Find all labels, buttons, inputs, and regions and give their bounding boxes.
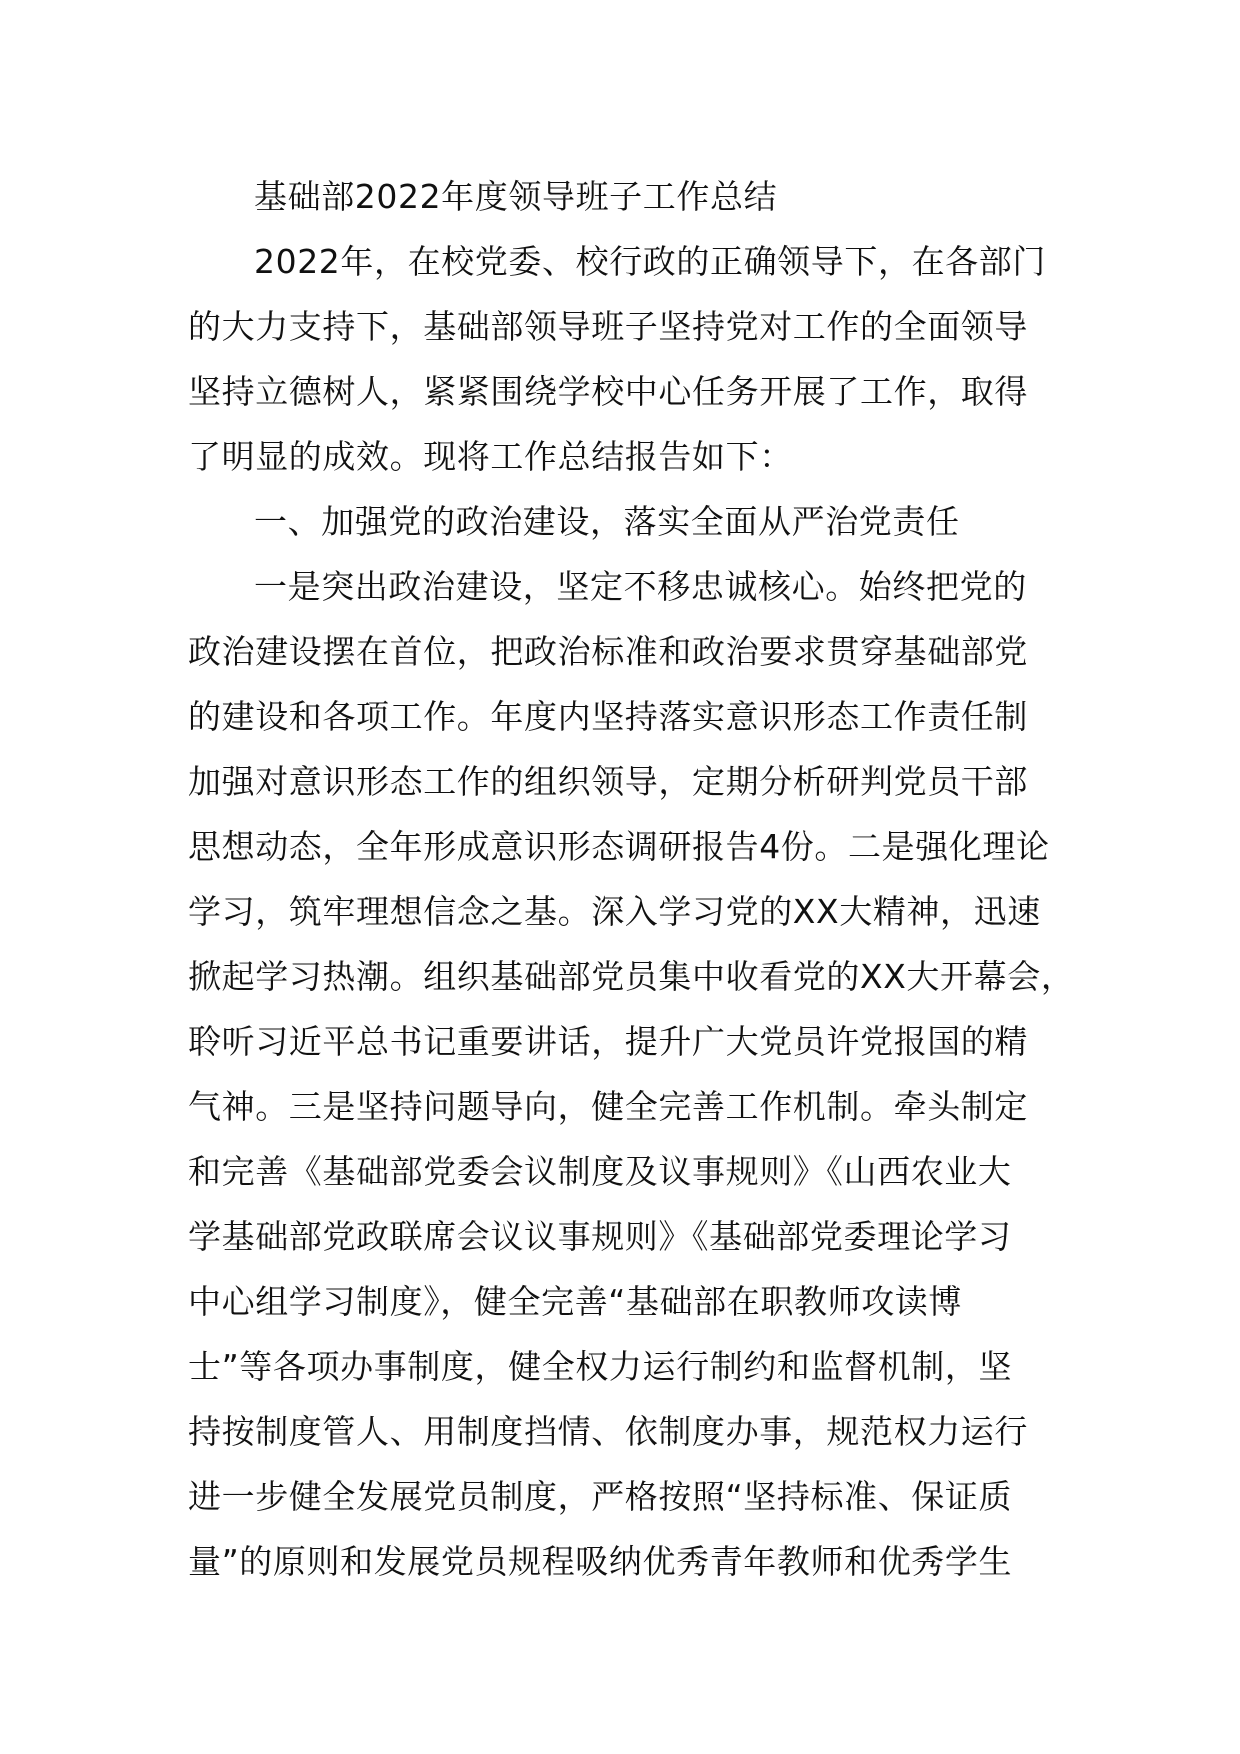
body-line: 持按制度管人、用制度挡情、依制度办事，规范权力运行 bbox=[188, 1412, 1028, 1451]
body-line: 中心组学习制度》，健全完善“基础部在职教师攻读博 bbox=[188, 1282, 962, 1321]
body-line: 量”的原则和发展党员规程吸纳优秀青年教师和优秀学生 bbox=[188, 1542, 1013, 1581]
intro-line: 了明显的成效。现将工作总结报告如下： bbox=[188, 437, 793, 476]
body-line: 学习，筑牢理想信念之基。深入学习党的XX大精神，迅速 bbox=[188, 892, 1041, 931]
intro-line: 的大力支持下，基础部领导班子坚持党对工作的全面领导 bbox=[188, 307, 1028, 346]
body-line: 加强对意识形态工作的组织领导，定期分析研判党员干部 bbox=[188, 762, 1028, 801]
body-line: 学基础部党政联席会议议事规则》《基础部党委理论学习 bbox=[188, 1217, 1012, 1256]
body-line: 思想动态，全年形成意识形态调研报告4份。二是强化理论 bbox=[188, 827, 1050, 866]
document-title: 基础部2022年度领导班子工作总结 bbox=[254, 177, 778, 216]
body-line: 政治建设摆在首位，把政治标准和政治要求贯穿基础部党 bbox=[188, 632, 1028, 671]
body-line: 气神。三是坚持问题导向，健全完善工作机制。牵头制定 bbox=[188, 1087, 1028, 1126]
body-line: 士”等各项办事制度，健全权力运行制约和监督机制，坚 bbox=[188, 1347, 1013, 1386]
body-line: 一是突出政治建设，坚定不移忠诚核心。始终把党的 bbox=[254, 567, 1027, 606]
body-line: 的建设和各项工作。年度内坚持落实意识形态工作责任制 bbox=[188, 697, 1028, 736]
body-line: 进一步健全发展党员制度，严格按照“坚持标准、保证质 bbox=[188, 1477, 1013, 1516]
body-line: 掀起学习热潮。组织基础部党员集中收看党的XX大开幕会， bbox=[188, 957, 1075, 996]
intro-line: 坚持立德树人，紧紧围绕学校中心任务开展了工作，取得 bbox=[188, 372, 1028, 411]
intro-line: 2022年，在校党委、校行政的正确领导下，在各部门 bbox=[254, 242, 1046, 281]
section-heading: 一、加强党的政治建设，落实全面从严治党责任 bbox=[254, 502, 960, 541]
body-line: 聆听习近平总书记重要讲话，提升广大党员许党报国的精 bbox=[188, 1022, 1028, 1061]
document-body bbox=[188, 164, 1108, 1594]
body-line: 和完善《基础部党委会议制度及议事规则》《山西农业大 bbox=[188, 1152, 1012, 1191]
